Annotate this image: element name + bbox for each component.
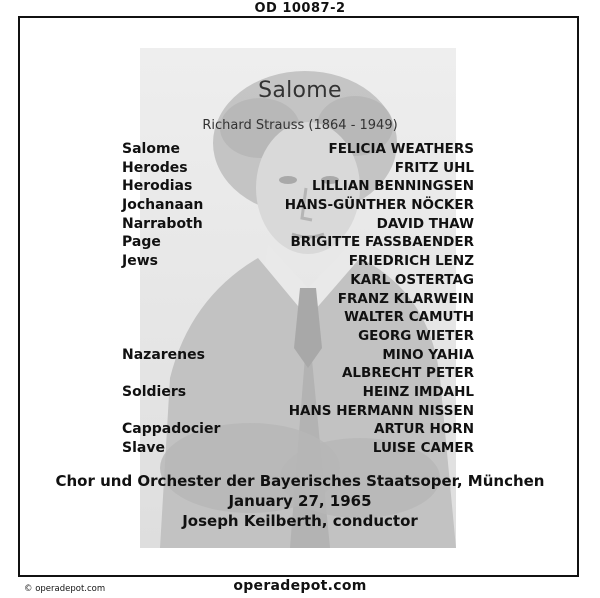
singer-name: FELICIA WEATHERS — [328, 141, 474, 157]
role-name: Narraboth — [122, 215, 203, 232]
role-name: Cappadocier — [122, 421, 221, 438]
composer-line: Richard Strauss (1864 - 1949) — [202, 118, 398, 133]
cast-row — [122, 364, 474, 383]
conductor-line: Joseph Keilberth, conductor — [182, 512, 418, 530]
cast-row — [122, 215, 474, 234]
cast-row — [122, 233, 474, 252]
singer-name: LILLIAN BENNINGSEN — [311, 178, 474, 195]
role-name: Salome — [122, 141, 181, 157]
singer-name: FRIEDRICH LENZ — [348, 253, 474, 270]
catalog-code: OD 10087-2 — [254, 1, 346, 16]
cast-row — [122, 196, 474, 215]
singer-name: ARTUR HORN — [374, 421, 474, 438]
cast-list — [122, 140, 474, 458]
singer-name: GEORG WIETER — [358, 327, 474, 344]
singer-name: FRITZ UHL — [394, 159, 474, 176]
cast-row — [122, 140, 474, 159]
cast-row — [122, 159, 474, 178]
cast-row — [122, 327, 474, 346]
cast-row — [122, 402, 474, 421]
role-name: Nazarenes — [122, 346, 205, 363]
role-name: Slave — [122, 440, 165, 456]
singer-name: HANS HERMANN NISSEN — [288, 402, 474, 419]
singer-name: ALBRECHT PETER — [341, 365, 474, 382]
singer-name: HEINZ IMDAHL — [362, 383, 474, 400]
singer-name: FRANZ KLARWEIN — [337, 290, 474, 307]
orchestra-line: Chor und Orchester der Bayerisches Staatsoper, München — [55, 472, 545, 490]
role-name: Jochanaan — [122, 197, 204, 214]
singer-name: BRIGITTE FASSBAENDER — [290, 234, 474, 251]
site-name: operadepot.com — [233, 578, 367, 594]
singer-name: LUISE CAMER — [372, 440, 474, 456]
cast-row — [122, 290, 474, 309]
opera-title: Salome — [258, 78, 342, 103]
cast-row — [122, 252, 474, 271]
cast-row — [122, 346, 474, 365]
singer-name: KARL OSTERTAG — [350, 271, 474, 288]
copyright-notice: © operadepot.com — [24, 584, 106, 594]
role-name: Jews — [122, 253, 158, 270]
date-line: January 27, 1965 — [228, 492, 372, 510]
cast-row — [122, 420, 474, 439]
cast-row — [122, 308, 474, 327]
cast-row — [122, 439, 474, 458]
cast-row — [122, 271, 474, 290]
cast-row — [122, 383, 474, 402]
role-name: Soldiers — [122, 383, 187, 400]
role-name: Herodes — [122, 159, 188, 176]
role-name: Page — [122, 234, 161, 251]
singer-name: WALTER CAMUTH — [344, 309, 474, 326]
performance-credits — [0, 471, 600, 531]
singer-name: DAVID THAW — [376, 215, 474, 232]
role-name: Herodias — [122, 178, 193, 195]
singer-name: HANS-GÜNTHER NÖCKER — [284, 197, 474, 214]
singer-name: MINO YAHIA — [382, 346, 474, 363]
cast-row — [122, 177, 474, 196]
